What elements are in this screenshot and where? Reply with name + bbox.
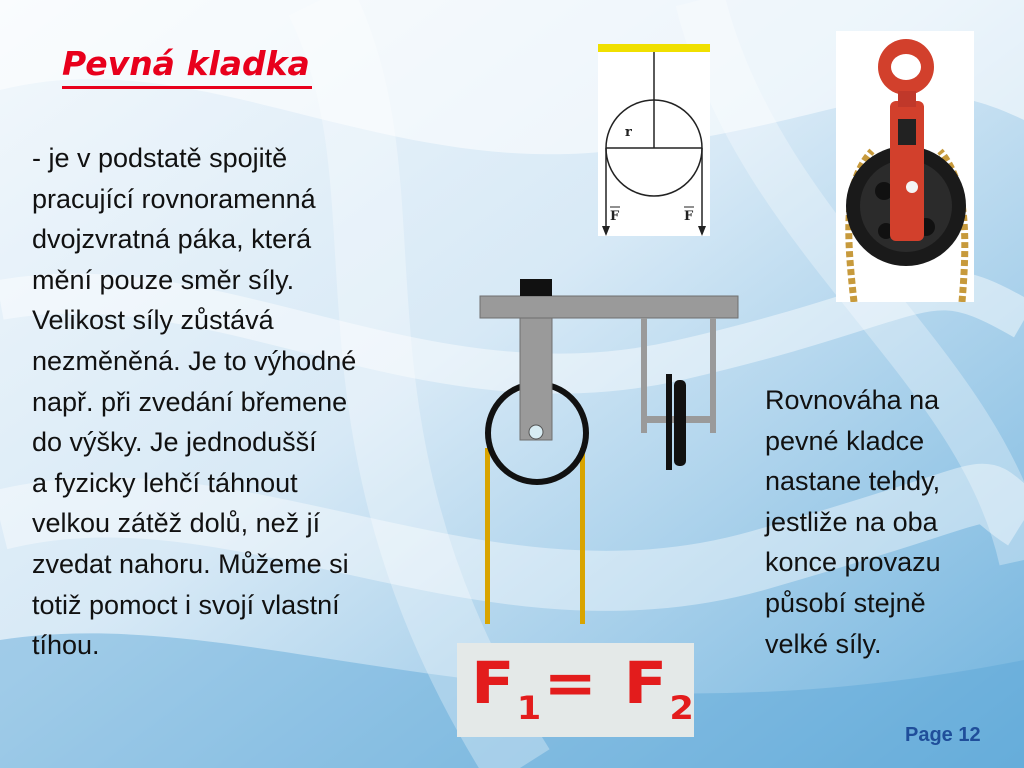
side-line: pevné kladce [765,425,925,456]
side-line: působí stejně [765,587,926,618]
force-right-label: F [684,209,694,224]
page-number: Page 12 [905,724,981,746]
paragraph-line: velkou zátěž dolů, než jí [32,508,321,539]
side-line: jestliže na oba [765,506,938,537]
force-equation-text [471,649,697,727]
paragraph-line: a fyzicky lehčí táhnout [32,467,298,498]
fixed-pulley-illustration [470,270,750,630]
force-left-label: F [610,209,620,224]
paragraph-line: totiž pomoct i svojí vlastní [32,589,340,620]
side-line: Rovnováha na [765,385,940,415]
equation-equals: = [543,649,600,717]
paragraph-line: tíhou. [32,630,100,661]
paragraph-line: např. při zvedání břemene [32,386,348,417]
pulley-block-photo [836,31,974,302]
paragraph-line: nezměněná. Je to výhodné [32,345,357,376]
equation-sub1: 1 [516,689,544,727]
side-line: konce provazu [765,547,941,578]
equation-sub2: 2 [669,689,697,727]
paragraph-line: pracující rovnoramenná [32,183,316,214]
paragraph-line: zvedat nahoru. Můžeme si [32,548,349,579]
equation-f1: F [471,649,517,717]
radius-label: r [625,125,632,140]
equilibrium-text [765,380,1005,664]
description-paragraph [32,138,462,666]
equation-f2: F [623,649,670,717]
paragraph-line: do výšky. Je jednodušší [32,427,317,458]
side-line: nastane tehdy, [765,466,941,497]
paragraph-line: Velikost síly zůstává [32,305,274,336]
side-line: velké síly. [765,628,882,659]
pulley-force-diagram [598,44,710,236]
paragraph-line: dvojzvratná páka, která [32,224,312,255]
paragraph-line: - je v podstatě spojitě [32,143,288,173]
paragraph-line: mění pouze směr síly. [32,264,295,295]
force-equation [457,643,697,737]
slide-title: Pevná kladka [62,42,312,89]
